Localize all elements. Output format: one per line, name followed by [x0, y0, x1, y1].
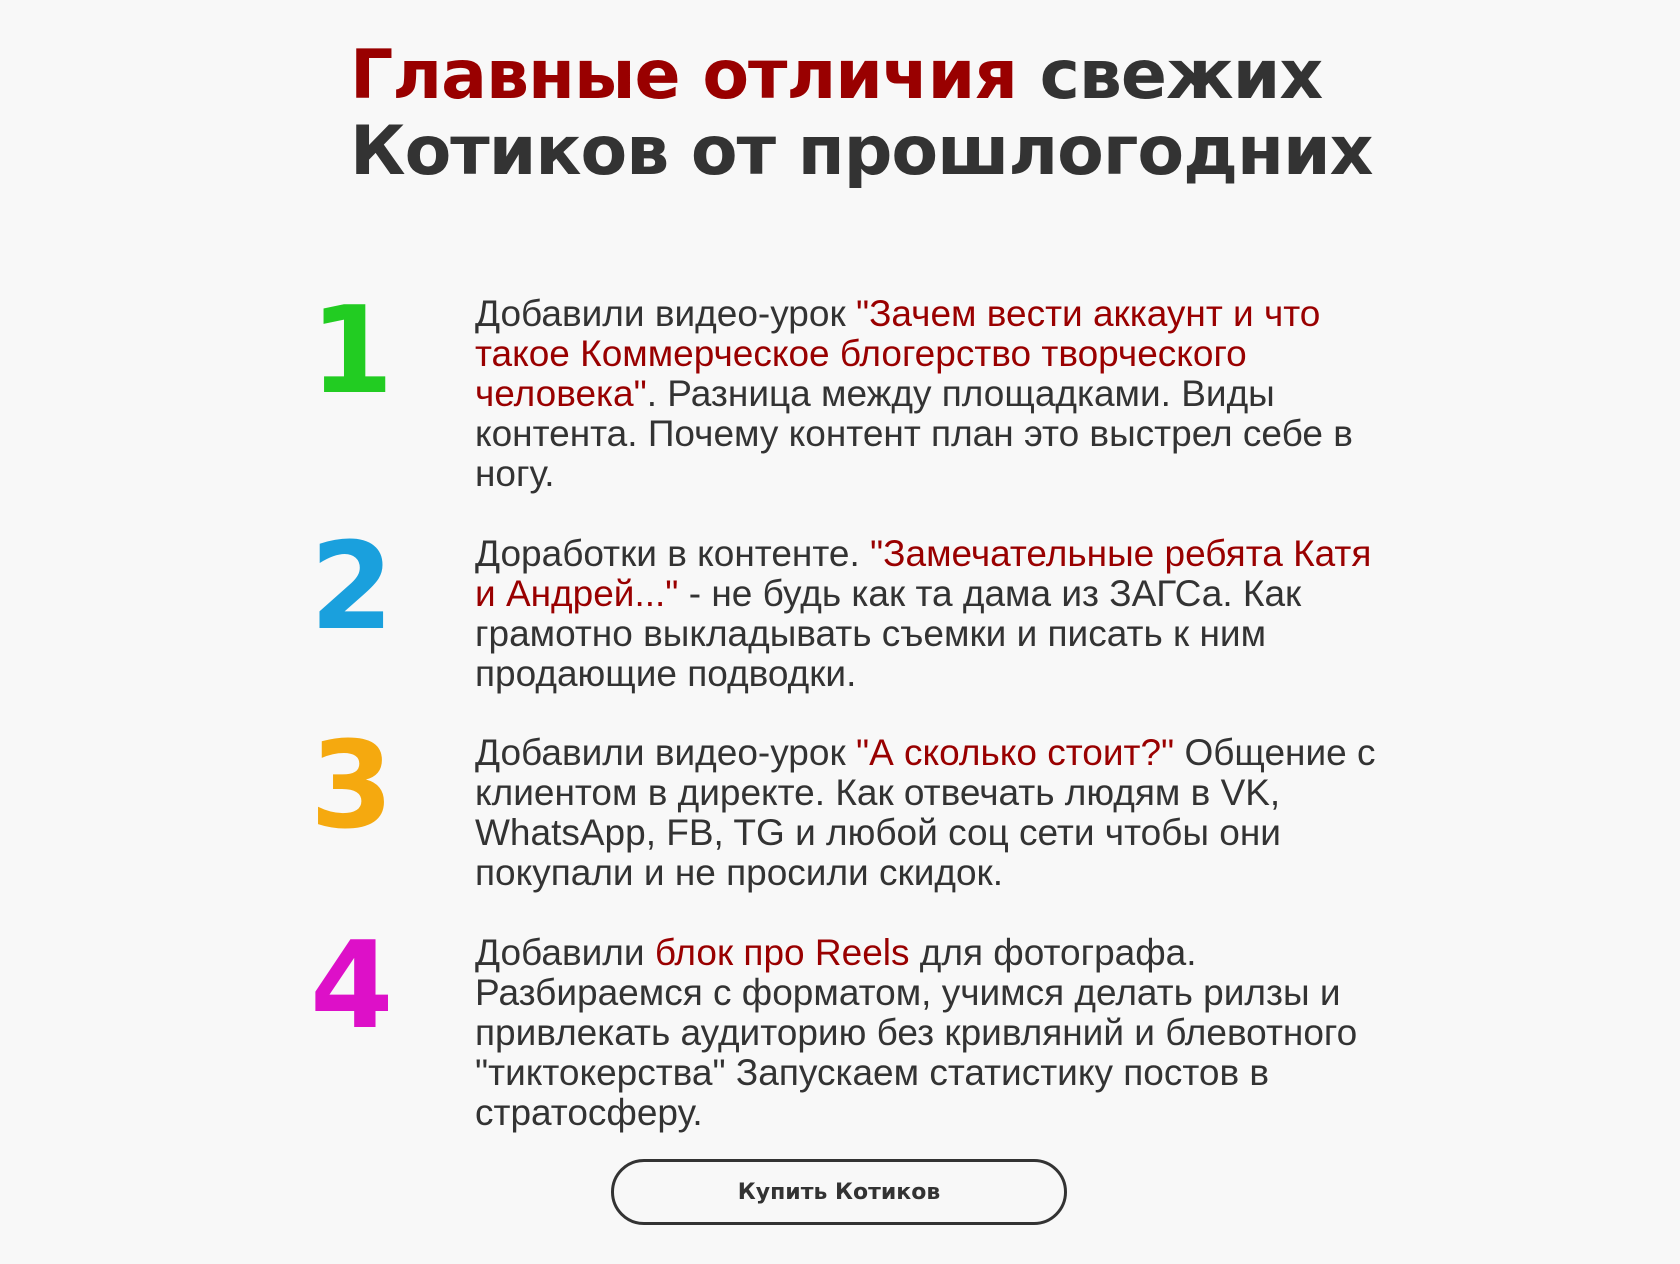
feature-text-2 [475, 534, 1395, 694]
feature-text-2-highlight: "Замечательные ребята Катя и Андрей..." [475, 533, 1372, 614]
feature-text-2-post: - не будь как та дама из ЗАГСа. Как грамотно выкладывать съемки и писать к ним продающие подводки. [475, 573, 1302, 694]
feature-number-1: 1 [310, 282, 394, 421]
page-title [350, 38, 1373, 190]
feature-number-4: 4 [310, 917, 394, 1056]
feature-text-1-post: . Разница между площадками. Виды контента. Почему контент план это выстрел себе в ногу. [475, 373, 1353, 494]
feature-text-3 [475, 733, 1395, 893]
buy-button[interactable]: Купить Котиков [611, 1159, 1067, 1225]
feature-text-4-pre: Добавили [475, 932, 655, 973]
feature-number-3: 3 [310, 717, 394, 856]
feature-text-1-pre: Добавили видео-урок [475, 293, 856, 334]
page-title-accent: Главные отличия [350, 36, 1017, 115]
feature-text-2-pre: Доработки в контенте. [475, 533, 871, 574]
page-title-line2: Котиков от прошлогодних [350, 112, 1373, 191]
feature-text-3-highlight: "А сколько стоит?" [855, 732, 1175, 773]
feature-text-4-post: для фотографа. Разбираемся с форматом, учимся делать рилзы и привлекать аудиторию без кривляний и блевотного "тиктокерства" Запускаем статистику постов в стратосферу. [475, 932, 1358, 1133]
feature-text-4-highlight: блок про Reels [654, 932, 910, 973]
feature-number-2: 2 [310, 518, 394, 657]
page-title-line1-rest: свежих [1016, 36, 1323, 115]
feature-text-1 [475, 294, 1395, 494]
feature-text-4 [475, 933, 1395, 1133]
feature-text-3-pre: Добавили видео-урок [475, 732, 856, 773]
feature-text-1-highlight: "Зачем вести аккаунт и что такое Коммерческое блогерство творческого человека" [475, 293, 1321, 414]
feature-text-3-post: Общение с клиентом в директе. Как отвечать людям в VK, WhatsApp, FB, TG и любой соц сети чтобы они покупали и не просили скидок. [475, 732, 1376, 893]
